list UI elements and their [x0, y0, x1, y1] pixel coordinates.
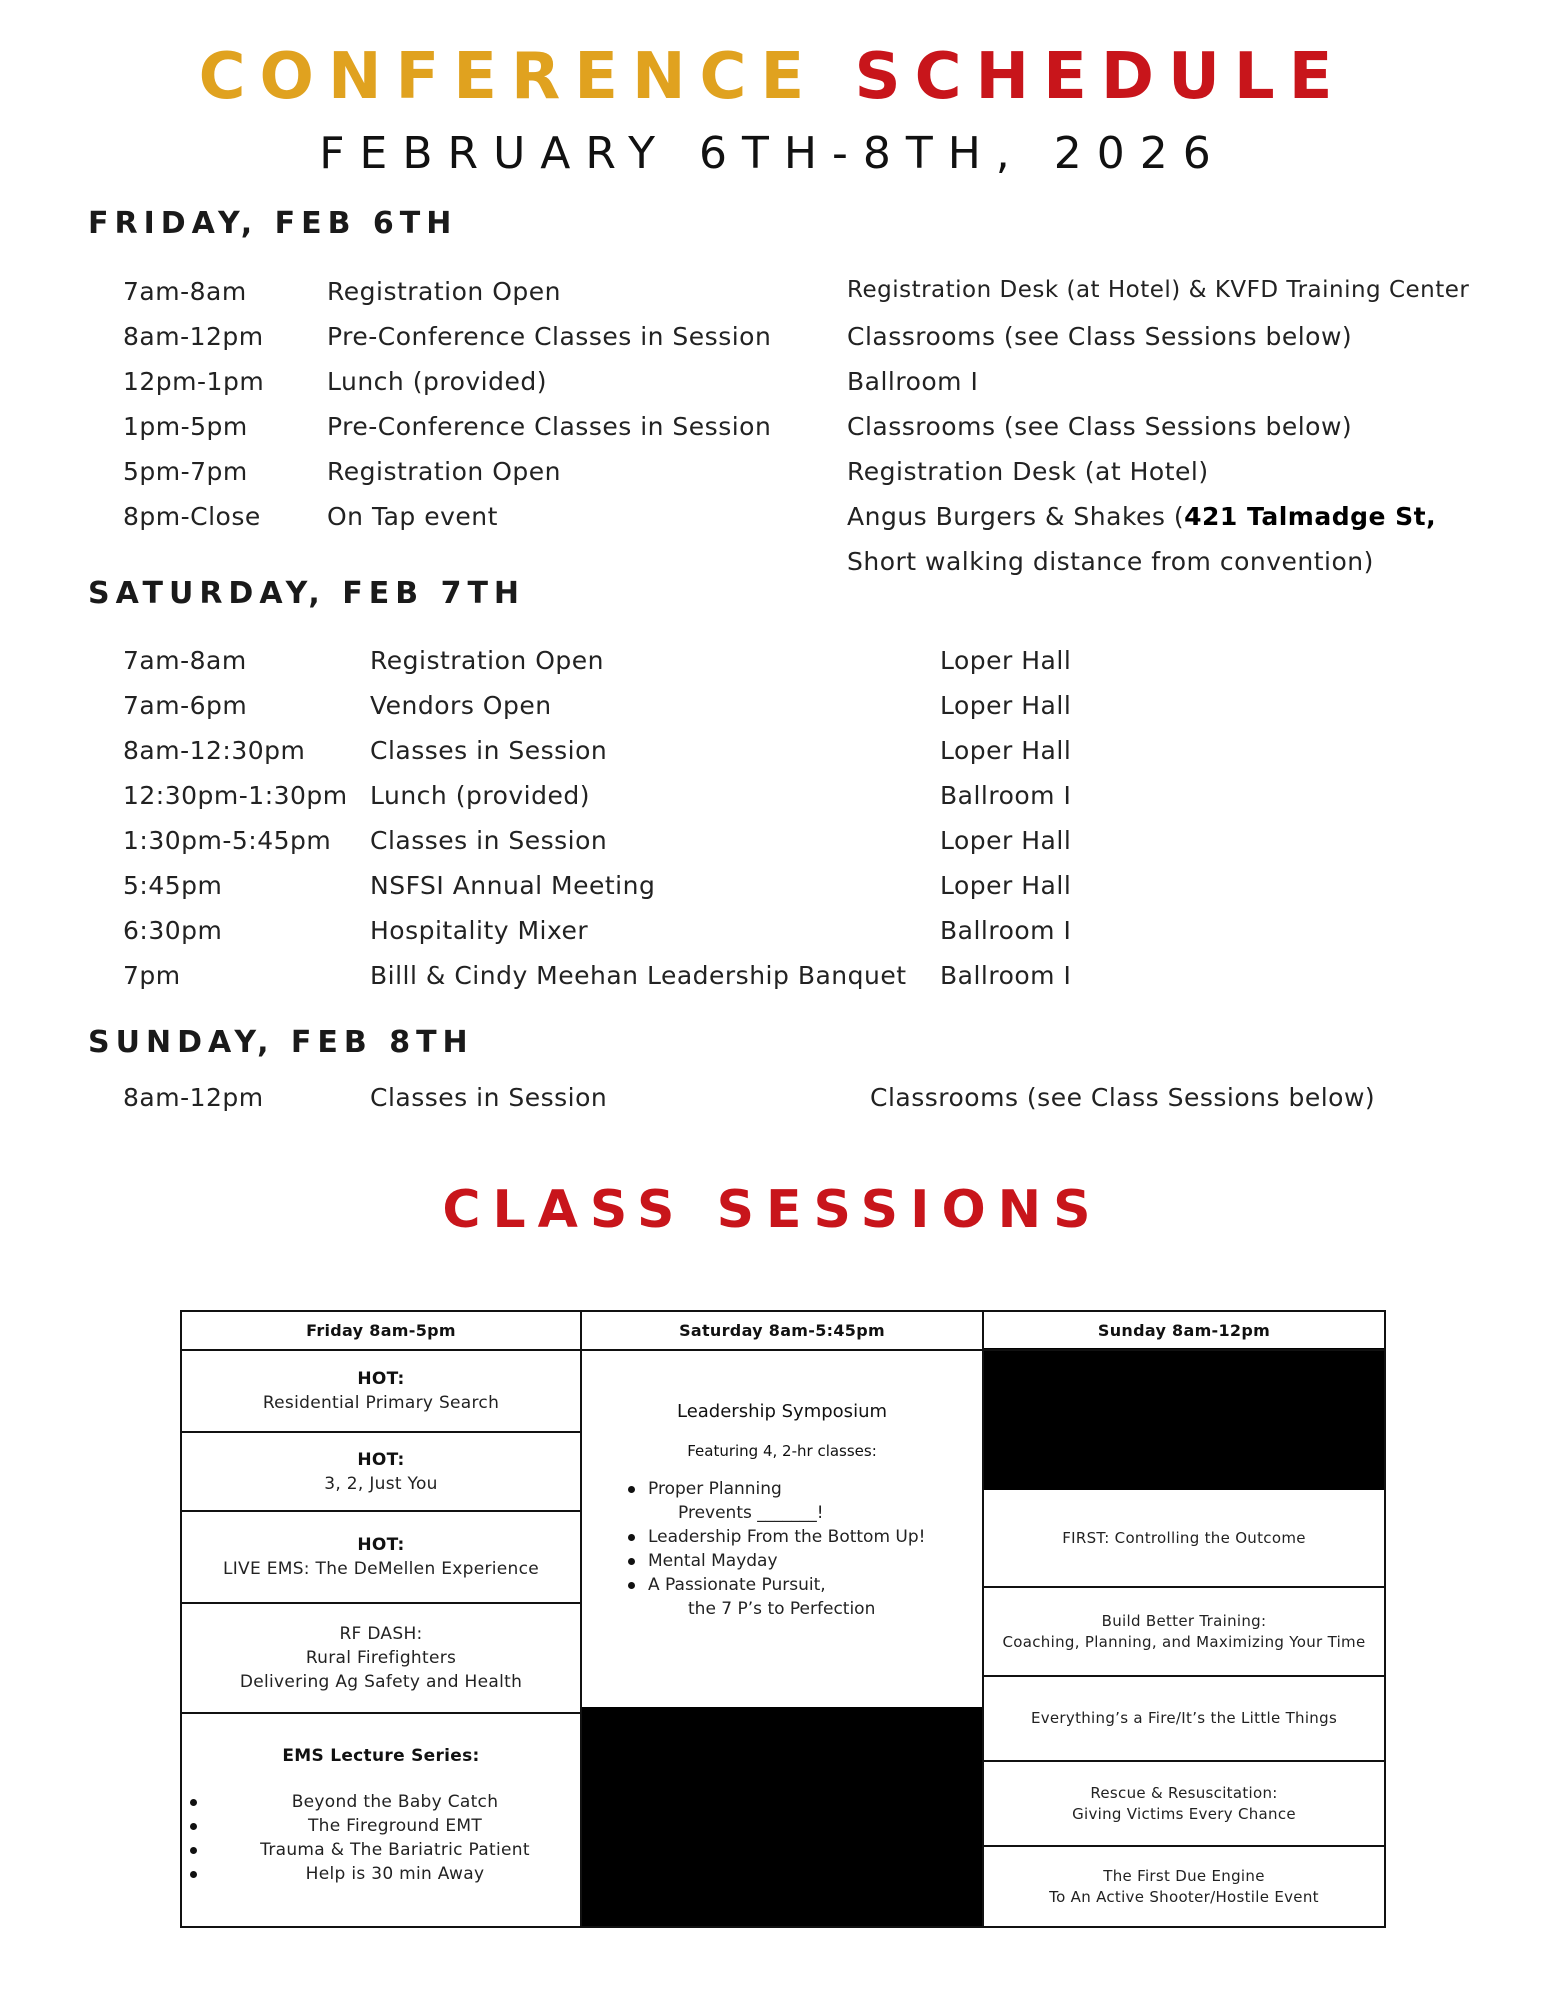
row-event: Classes in Session	[370, 1083, 608, 1112]
row-location: Classrooms (see Class Sessions below)	[847, 412, 1353, 441]
table-border	[180, 1926, 1386, 1928]
sunday-class-cell	[984, 1762, 1384, 1845]
list-item-text: Trauma & The Bariatric Patient	[260, 1840, 530, 1860]
location-address: 421 Talmadge St,	[1184, 502, 1437, 531]
list-item-text: Leadership From the Bottom Up!	[648, 1527, 926, 1547]
row-event: Registration Open	[327, 457, 561, 486]
list-item	[182, 1790, 580, 1814]
row-event: Classes in Session	[370, 826, 608, 855]
class-sessions-title: CLASS SESSIONS	[442, 1180, 1103, 1240]
row-location: Registration Desk (at Hotel) & KVFD Training Center	[847, 277, 1470, 303]
row-time: 7am-8am	[123, 646, 247, 675]
list-item	[626, 1549, 976, 1573]
class-label: Leadership Symposium	[676, 1401, 888, 1422]
class-line: Rescue & Resuscitation:	[1090, 1783, 1278, 1802]
class-title: Residential Primary Search	[262, 1393, 500, 1413]
row-location: Ballroom I	[847, 367, 979, 396]
list-item-text: Help is 30 min Away	[305, 1864, 485, 1884]
title-word-schedule: SCHEDULE	[854, 40, 1347, 114]
col-header-friday: Friday 8am-5pm	[306, 1320, 456, 1340]
class-label: HOT:	[357, 1369, 405, 1389]
ems-lecture-list	[182, 1790, 580, 1886]
row-location: Loper Hall	[940, 646, 1072, 675]
friday-class-cell	[182, 1433, 580, 1510]
row-event: Classes in Session	[370, 736, 608, 765]
row-time: 6:30pm	[123, 916, 223, 945]
row-event: Hospitality Mixer	[370, 916, 589, 945]
list-item	[626, 1573, 976, 1597]
row-time: 8pm-Close	[123, 502, 261, 531]
location-text: Angus Burgers & Shakes (	[847, 502, 1185, 531]
class-line: FIRST: Controlling the Outcome	[1062, 1528, 1306, 1547]
saturday-empty-block	[580, 1707, 983, 1927]
title-word-conference: CONFERENCE	[198, 40, 819, 114]
row-event: Pre-Conference Classes in Session	[327, 322, 772, 351]
friday-heading: FRIDAY, FEB 6TH	[88, 206, 458, 241]
sunday-class-cell	[984, 1588, 1384, 1675]
sunday-heading: SUNDAY, FEB 8TH	[88, 1025, 474, 1060]
list-item-text: A Passionate Pursuit,	[648, 1575, 826, 1595]
friday-class-cell	[182, 1351, 580, 1431]
row-time: 1pm-5pm	[123, 412, 248, 441]
row-location: Loper Hall	[940, 736, 1072, 765]
conference-dates: FEBRUARY 6TH-8TH, 2026	[319, 128, 1226, 179]
row-time: 5pm-7pm	[123, 457, 248, 486]
table-border	[1384, 1310, 1386, 1928]
col-header-sunday: Sunday 8am-12pm	[1097, 1320, 1271, 1340]
row-location: Ballroom I	[940, 916, 1072, 945]
row-event: Billl & Cindy Meehan Leadership Banquet	[370, 961, 907, 990]
list-item	[626, 1525, 976, 1549]
row-location: Ballroom I	[940, 961, 1072, 990]
row-event: Pre-Conference Classes in Session	[327, 412, 772, 441]
bullet-icon	[628, 1558, 635, 1565]
class-line: Coaching, Planning, and Maximizing Your Time	[1002, 1632, 1366, 1651]
sunday-class-cell	[984, 1677, 1384, 1760]
class-line: Rural Firefighters	[305, 1648, 457, 1668]
leadership-symposium-cell	[582, 1351, 982, 1707]
friday-class-cell	[182, 1604, 580, 1712]
list-item	[626, 1477, 976, 1501]
row-location: Classrooms (see Class Sessions below)	[847, 322, 1353, 351]
row-time: 7am-8am	[123, 277, 247, 306]
sunday-class-cell	[984, 1847, 1384, 1926]
class-label: HOT:	[357, 1535, 405, 1555]
list-item	[182, 1838, 580, 1862]
class-line: To An Active Shooter/Hostile Event	[1049, 1887, 1319, 1906]
class-title: 3, 2, Just You	[324, 1473, 438, 1494]
row-event: Vendors Open	[370, 691, 552, 720]
class-label: EMS Lecture Series:	[282, 1746, 480, 1766]
row-time: 1:30pm-5:45pm	[123, 826, 332, 855]
col-header-saturday: Saturday 8am-5:45pm	[679, 1320, 885, 1340]
symposium-class-list	[626, 1477, 976, 1621]
row-time: 7pm	[123, 961, 181, 990]
row-event: Lunch (provided)	[327, 367, 547, 396]
list-item-text: The Fireground EMT	[307, 1816, 483, 1836]
row-location: Ballroom I	[940, 781, 1072, 810]
row-location: Loper Hall	[940, 826, 1072, 855]
class-line: RF DASH:	[339, 1624, 423, 1644]
class-line: The First Due Engine	[1103, 1866, 1265, 1885]
bullet-icon	[628, 1582, 635, 1589]
class-line: Build Better Training:	[1101, 1611, 1267, 1630]
bullet-icon	[628, 1534, 635, 1541]
row-event: Registration Open	[327, 277, 561, 306]
row-time: 12pm-1pm	[123, 367, 265, 396]
class-line: Giving Victims Every Chance	[1072, 1804, 1296, 1823]
list-item	[182, 1814, 580, 1838]
saturday-heading: SATURDAY, FEB 7TH	[88, 576, 526, 611]
row-location: Loper Hall	[940, 871, 1072, 900]
list-item-text: Proper Planning	[648, 1479, 782, 1499]
class-line: Everything’s a Fire/It’s the Little Things	[1030, 1709, 1338, 1727]
friday-class-cell	[182, 1512, 580, 1602]
class-line: Delivering Ag Safety and Health	[239, 1672, 523, 1692]
row-time: 8am-12:30pm	[123, 736, 306, 765]
row-location: Loper Hall	[940, 691, 1072, 720]
list-item-text: Mental Mayday	[648, 1551, 778, 1571]
row-time: 7am-6pm	[123, 691, 248, 720]
row-event: Registration Open	[370, 646, 604, 675]
class-subtitle: Featuring 4, 2-hr classes:	[687, 1442, 877, 1460]
row-event: Lunch (provided)	[370, 781, 590, 810]
list-item	[182, 1862, 580, 1886]
list-item-continuation: the 7 P’s to Perfection	[688, 1599, 876, 1619]
list-item-continuation: Prevents _______!	[678, 1503, 824, 1523]
row-event: On Tap event	[327, 502, 498, 531]
bullet-icon	[628, 1486, 635, 1493]
sunday-class-cell	[984, 1490, 1384, 1586]
list-item-text: Beyond the Baby Catch	[291, 1792, 499, 1812]
row-location: Registration Desk (at Hotel)	[847, 457, 1209, 486]
sunday-empty-block	[983, 1348, 1385, 1490]
row-time: 12:30pm-1:30pm	[123, 781, 348, 810]
friday-ems-lecture-cell	[182, 1714, 580, 1926]
row-time: 8am-12pm	[123, 322, 264, 351]
class-label: HOT:	[357, 1449, 405, 1470]
row-time: 8am-12pm	[123, 1083, 264, 1112]
row-event: NSFSI Annual Meeting	[370, 871, 656, 900]
row-location: Classrooms (see Class Sessions below)	[870, 1083, 1376, 1112]
class-title: LIVE EMS: The DeMellen Experience	[222, 1559, 540, 1579]
location-continuation: Short walking distance from convention)	[847, 547, 1374, 576]
row-time: 5:45pm	[123, 871, 223, 900]
